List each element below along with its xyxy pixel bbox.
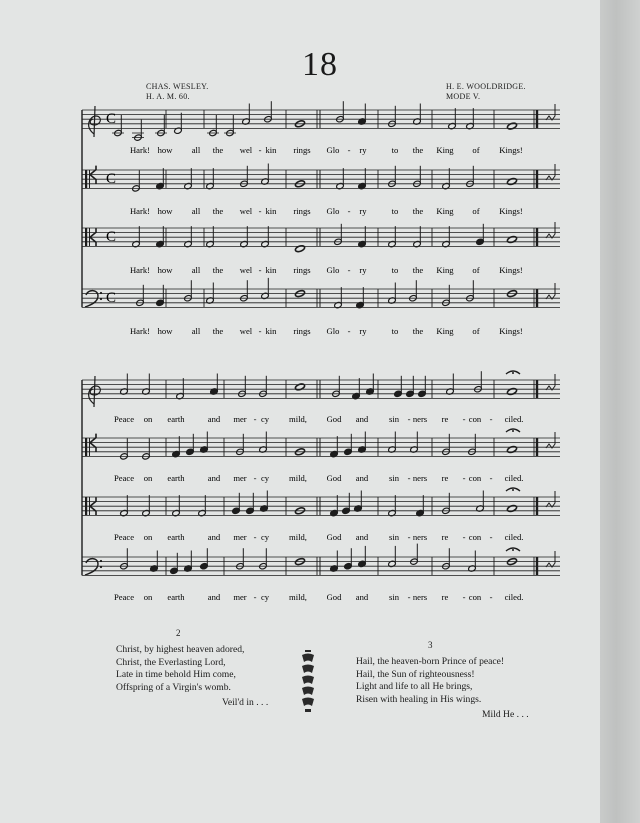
lyric-syllable: King (436, 265, 454, 275)
lyric-syllable: sin (388, 473, 400, 483)
lyric-syllable: - (407, 592, 411, 602)
lyric-syllable: re (441, 414, 449, 424)
c-clef-bar (89, 497, 90, 515)
lyric-syllable: Peace (113, 532, 135, 542)
lyric-syllable: God (326, 473, 342, 483)
lyric-syllable: - (347, 206, 351, 216)
custos-mark (546, 551, 555, 567)
lyric-syllable: - (258, 326, 262, 336)
lyric-syllable: ners (412, 592, 428, 602)
lyric-syllable: on (143, 414, 153, 424)
lyric-syllable: to (391, 145, 399, 155)
bass-clef-dot (100, 292, 102, 294)
lyric-syllable: - (462, 473, 466, 483)
lyric-syllable: and (207, 532, 221, 542)
stanza-line: Christ, by highest heaven adored, (116, 644, 245, 655)
lyric-syllable: King (436, 145, 454, 155)
lyric-syllable: Peace (113, 473, 135, 483)
lyric-syllable: re (441, 473, 449, 483)
lyric-syllable: con (468, 414, 482, 424)
composer-credit: H. E. WOOLDRIDGE. (446, 82, 526, 91)
lyric-syllable: of (472, 206, 480, 216)
lyric-syllable: - (258, 265, 262, 275)
stanza-number-2: 2 (176, 628, 181, 638)
lyric-syllable: how (157, 265, 173, 275)
lyric-syllable: ry (359, 206, 367, 216)
lyric-syllable: Peace (113, 592, 135, 602)
lyric-syllable: con (468, 473, 482, 483)
lyric-syllable: the (212, 145, 224, 155)
lyric-syllable: and (355, 592, 369, 602)
lyric-syllable: mer (233, 473, 247, 483)
lyric-syllable: Hark! (129, 145, 151, 155)
custos-mark (546, 283, 555, 299)
note-head (507, 122, 518, 130)
lyric-syllable: kin (265, 206, 277, 216)
lyric-syllable: God (326, 592, 342, 602)
lyric-syllable: sin (388, 532, 400, 542)
lyric-syllable: mild, (289, 473, 307, 483)
lyric-syllable: re (441, 532, 449, 542)
lyric-syllable: - (253, 473, 257, 483)
lyric-syllable: how (157, 206, 173, 216)
note-head (507, 445, 518, 453)
lyric-syllable: the (412, 326, 424, 336)
custos-mark (546, 104, 555, 120)
lyric-syllable: and (355, 473, 369, 483)
lyric-syllable: ry (359, 145, 367, 155)
lyric-syllable: - (347, 326, 351, 336)
common-time-icon: C (106, 171, 117, 187)
lyric-syllable: - (253, 592, 257, 602)
stanza-line: Hail, the Sun of righteousness! (356, 668, 475, 680)
lyric-syllable: - (489, 473, 493, 483)
lyric-syllable: Kings! (499, 145, 523, 155)
lyric-syllable: mild, (289, 532, 307, 542)
lyric-syllable: - (258, 145, 262, 155)
lyric-syllable: of (472, 265, 480, 275)
stanza-cue-3: Mild He . . . (482, 709, 529, 720)
treble-clef-icon (89, 376, 101, 407)
lyric-syllable: all (191, 326, 201, 336)
lyric-syllable: on (143, 473, 153, 483)
lyric-syllable: con (468, 532, 482, 542)
lyric-syllable: - (407, 414, 411, 424)
lyric-syllable: mer (233, 592, 247, 602)
note-head (295, 245, 306, 253)
hymn-number: 18 (302, 46, 338, 83)
lyric-syllable: earth (167, 532, 185, 542)
lyric-syllable: - (462, 532, 466, 542)
lyric-syllable: re (441, 592, 449, 602)
custos-mark (546, 374, 555, 390)
lyric-syllable: how (157, 326, 173, 336)
bass-clef-icon (85, 559, 98, 575)
custos-mark (546, 222, 555, 238)
lyric-syllable: the (212, 206, 224, 216)
stanza-cue-2: Veil'd in . . . (222, 697, 269, 708)
lyric-syllable: earth (167, 592, 185, 602)
c-clef-icon (85, 497, 87, 515)
lyric-syllable: all (191, 265, 201, 275)
lyric-syllable: con (468, 592, 482, 602)
lyric-syllable: mild, (289, 592, 307, 602)
hymnal-reference: H. A. M. 60. (146, 92, 190, 101)
c-clef-icon (85, 228, 87, 246)
lyric-syllable: the (212, 326, 224, 336)
lyric-syllable: rings (293, 206, 311, 216)
lyric-syllable: wel (239, 326, 253, 336)
lyric-syllable: God (326, 414, 342, 424)
lyric-syllable: to (391, 206, 399, 216)
lyric-syllable: - (462, 592, 466, 602)
lyric-syllable: - (489, 414, 493, 424)
lyric-syllable: Hark! (129, 206, 151, 216)
lyric-syllable: rings (293, 265, 311, 275)
lyric-syllable: rings (293, 326, 311, 336)
lyric-syllable: the (412, 265, 424, 275)
lyric-syllable: rings (293, 145, 311, 155)
author-credit: CHAS. WESLEY. (146, 82, 209, 91)
stanza-number-3: 3 (428, 640, 433, 650)
lyric-syllable: Glo (326, 145, 340, 155)
page-edge (600, 0, 640, 823)
lyric-syllable: mer (233, 532, 247, 542)
note-head (507, 387, 518, 395)
lyric-syllable: the (412, 145, 424, 155)
stanza-3 (356, 656, 504, 706)
lyric-syllable: - (258, 206, 262, 216)
stanza-line: Late in time behold Him come, (116, 669, 236, 681)
stanza-line: Offspring of a Virgin's womb. (116, 681, 231, 693)
lyric-syllable: on (143, 532, 153, 542)
lyric-syllable: God (326, 532, 342, 542)
lyric-syllable: wel (239, 265, 253, 275)
lyric-syllable: of (472, 145, 480, 155)
lyric-syllable: sin (388, 592, 400, 602)
lyric-syllable: and (355, 414, 369, 424)
stanza-line: Light and life to all He brings, (356, 681, 473, 693)
lyric-syllable: - (407, 473, 411, 483)
note-head (295, 383, 306, 391)
lyric-syllable: ciled. (504, 592, 524, 602)
note-head (507, 235, 518, 243)
fleuron-ornament (300, 650, 316, 716)
lyric-syllable: Kings! (499, 326, 523, 336)
note-head (507, 177, 518, 185)
custos-mark (546, 164, 555, 180)
lyric-syllable: - (489, 532, 493, 542)
bass-clef-icon (85, 291, 98, 307)
lyric-syllable: of (472, 326, 480, 336)
lyric-syllable: Glo (326, 326, 340, 336)
lyric-syllable: Hark! (129, 265, 151, 275)
lyric-syllable: ners (412, 414, 428, 424)
lyric-syllable: cy (260, 414, 270, 424)
lyric-syllable: - (407, 532, 411, 542)
lyric-syllable: - (253, 532, 257, 542)
lyric-syllable: - (489, 592, 493, 602)
lyric-syllable: - (253, 414, 257, 424)
stanza-line: Hail, the heaven-born Prince of peace! (356, 656, 505, 667)
custos-mark (546, 432, 555, 448)
lyric-syllable: earth (167, 414, 185, 424)
stanza-line: Christ, the Everlasting Lord, (116, 656, 226, 668)
lyric-syllable: and (355, 532, 369, 542)
lyric-syllable: to (391, 326, 399, 336)
treble-clef-icon (89, 106, 101, 137)
lyric-syllable: - (347, 265, 351, 275)
lyric-syllable: Hark! (129, 326, 151, 336)
lyric-syllable: ry (359, 326, 367, 336)
common-time-icon: C (106, 229, 117, 245)
bass-clef-dot (100, 566, 102, 568)
lyric-syllable: and (207, 414, 221, 424)
lyric-syllable: how (157, 145, 173, 155)
lyric-syllable: - (462, 414, 466, 424)
lyric-syllable: earth (167, 473, 185, 483)
stanza-line: Risen with healing in His wings. (356, 693, 482, 705)
fermata-dot (512, 372, 514, 374)
lyric-syllable: on (143, 592, 153, 602)
custos-mark (546, 491, 555, 507)
lyric-syllable: Glo (326, 265, 340, 275)
lyric-syllable: ciled. (504, 532, 524, 542)
lyric-syllable: cy (260, 592, 270, 602)
lyric-syllable: cy (260, 532, 270, 542)
c-clef-bar (89, 170, 90, 188)
lyric-syllable: King (436, 326, 454, 336)
fermata-dot (512, 549, 514, 551)
lyric-syllable: all (191, 206, 201, 216)
lyric-syllable: kin (265, 145, 277, 155)
lyric-syllable: cy (260, 473, 270, 483)
mode-label: MODE V. (446, 92, 481, 101)
lyric-syllable: the (212, 265, 224, 275)
lyric-syllable: ners (412, 532, 428, 542)
bass-clef-dot (100, 560, 102, 562)
lyric-syllable: ry (359, 265, 367, 275)
lyric-syllable: and (207, 592, 221, 602)
lyric-syllable: mer (233, 414, 247, 424)
lyric-syllable: Kings! (499, 206, 523, 216)
stanza-2 (116, 644, 244, 694)
lyric-syllable: sin (388, 414, 400, 424)
lyric-syllable: to (391, 265, 399, 275)
lyric-syllable: wel (239, 206, 253, 216)
lyric-syllable: - (347, 145, 351, 155)
lyric-syllable: Kings! (499, 265, 523, 275)
lyric-syllable: the (412, 206, 424, 216)
bass-clef-dot (100, 298, 102, 300)
lyric-syllable: ciled. (504, 473, 524, 483)
lyric-syllable: kin (265, 326, 277, 336)
lyric-syllable: Peace (113, 414, 135, 424)
lyric-syllable: mild, (289, 414, 307, 424)
note-head (507, 504, 518, 512)
lyric-syllable: ciled. (504, 414, 524, 424)
c-clef-icon (85, 170, 87, 188)
c-clef-bar (89, 228, 90, 246)
fermata-dot (512, 489, 514, 491)
common-time-icon: C (106, 290, 117, 306)
lyric-syllable: all (191, 145, 201, 155)
c-clef-bar (89, 438, 90, 456)
lyric-syllable: kin (265, 265, 277, 275)
fermata-dot (512, 430, 514, 432)
lyric-syllable: and (207, 473, 221, 483)
lyric-syllable: Glo (326, 206, 340, 216)
common-time-icon: C (106, 111, 117, 127)
lyric-syllable: King (436, 206, 454, 216)
lyric-syllable: ners (412, 473, 428, 483)
c-clef-icon (85, 438, 87, 456)
lyric-syllable: wel (239, 145, 253, 155)
